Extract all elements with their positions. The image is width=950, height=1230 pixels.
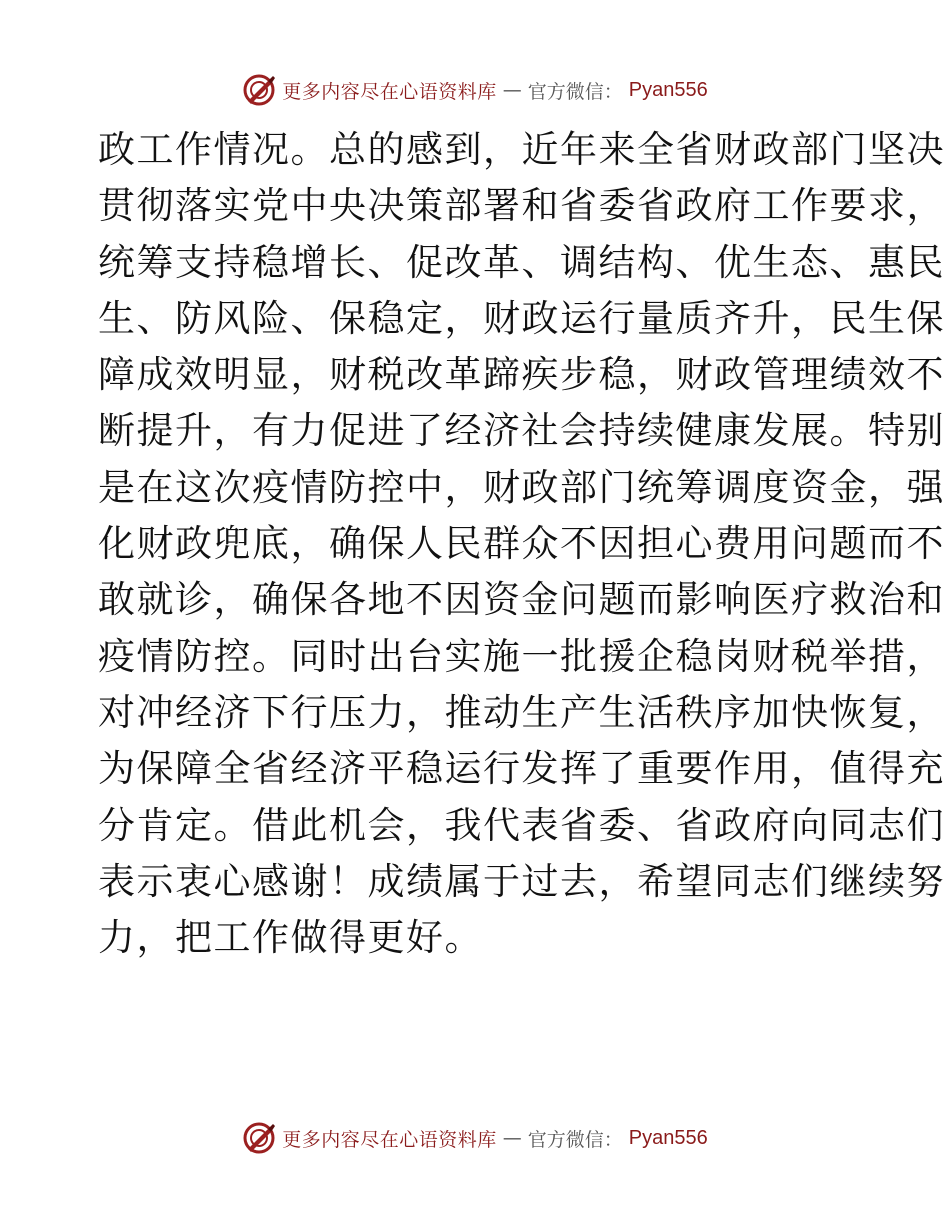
page-footer [0,1118,950,1158]
body-line: 力，把工作做得更好。 [98,916,483,960]
banner-title: 更多内容尽在心语资料库 [282,1128,497,1151]
body-line: 政工作情况。总的感到，近年来全省财政部门坚决 [98,128,945,171]
document-body [98,122,945,966]
body-line: 是在这次疫情防控中，财政部门统筹调度资金，强 [98,465,945,509]
banner-separator: — [502,79,522,101]
body-line: 疫情防控。同时出台实施一批援企稳岗财税举措， [98,634,945,678]
wechat-label: 官方微信： [527,1128,623,1151]
wechat-id: Pyan556 [628,78,708,101]
logo-icon [242,1121,276,1155]
page-header [0,70,950,110]
body-line: 对冲经济下行压力，推动生产生活秩序加快恢复， [98,690,945,734]
footer-banner [242,1121,708,1155]
banner-separator: — [502,1127,522,1149]
wechat-id: Pyan556 [628,1126,708,1149]
banner-title: 更多内容尽在心语资料库 [282,80,497,103]
body-line: 断提升，有力促进了经济社会持续健康发展。特别 [98,409,945,453]
body-line: 贯彻落实党中央决策部署和省委省政府工作要求， [98,184,945,228]
body-line: 化财政兜底，确保人民群众不因担心费用问题而不 [98,522,945,566]
wechat-label: 官方微信： [527,80,623,103]
header-banner [242,73,708,107]
body-line: 统筹支持稳增长、促改革、调结构、优生态、惠民 [98,240,945,284]
body-line: 生、防风险、保稳定，财政运行量质齐升，民生保 [98,296,945,340]
logo-icon [242,73,276,107]
body-line: 障成效明显，财税改革蹄疾步稳，财政管理绩效不 [98,353,945,397]
body-line: 敢就诊，确保各地不因资金问题而影响医疗救治和 [98,578,945,622]
body-line: 表示衷心感谢！成绩属于过去，希望同志们继续努 [98,859,945,903]
body-line: 为保障全省经济平稳运行发挥了重要作用，值得充 [98,747,945,791]
body-line: 分肯定。借此机会，我代表省委、省政府向同志们 [98,803,945,847]
